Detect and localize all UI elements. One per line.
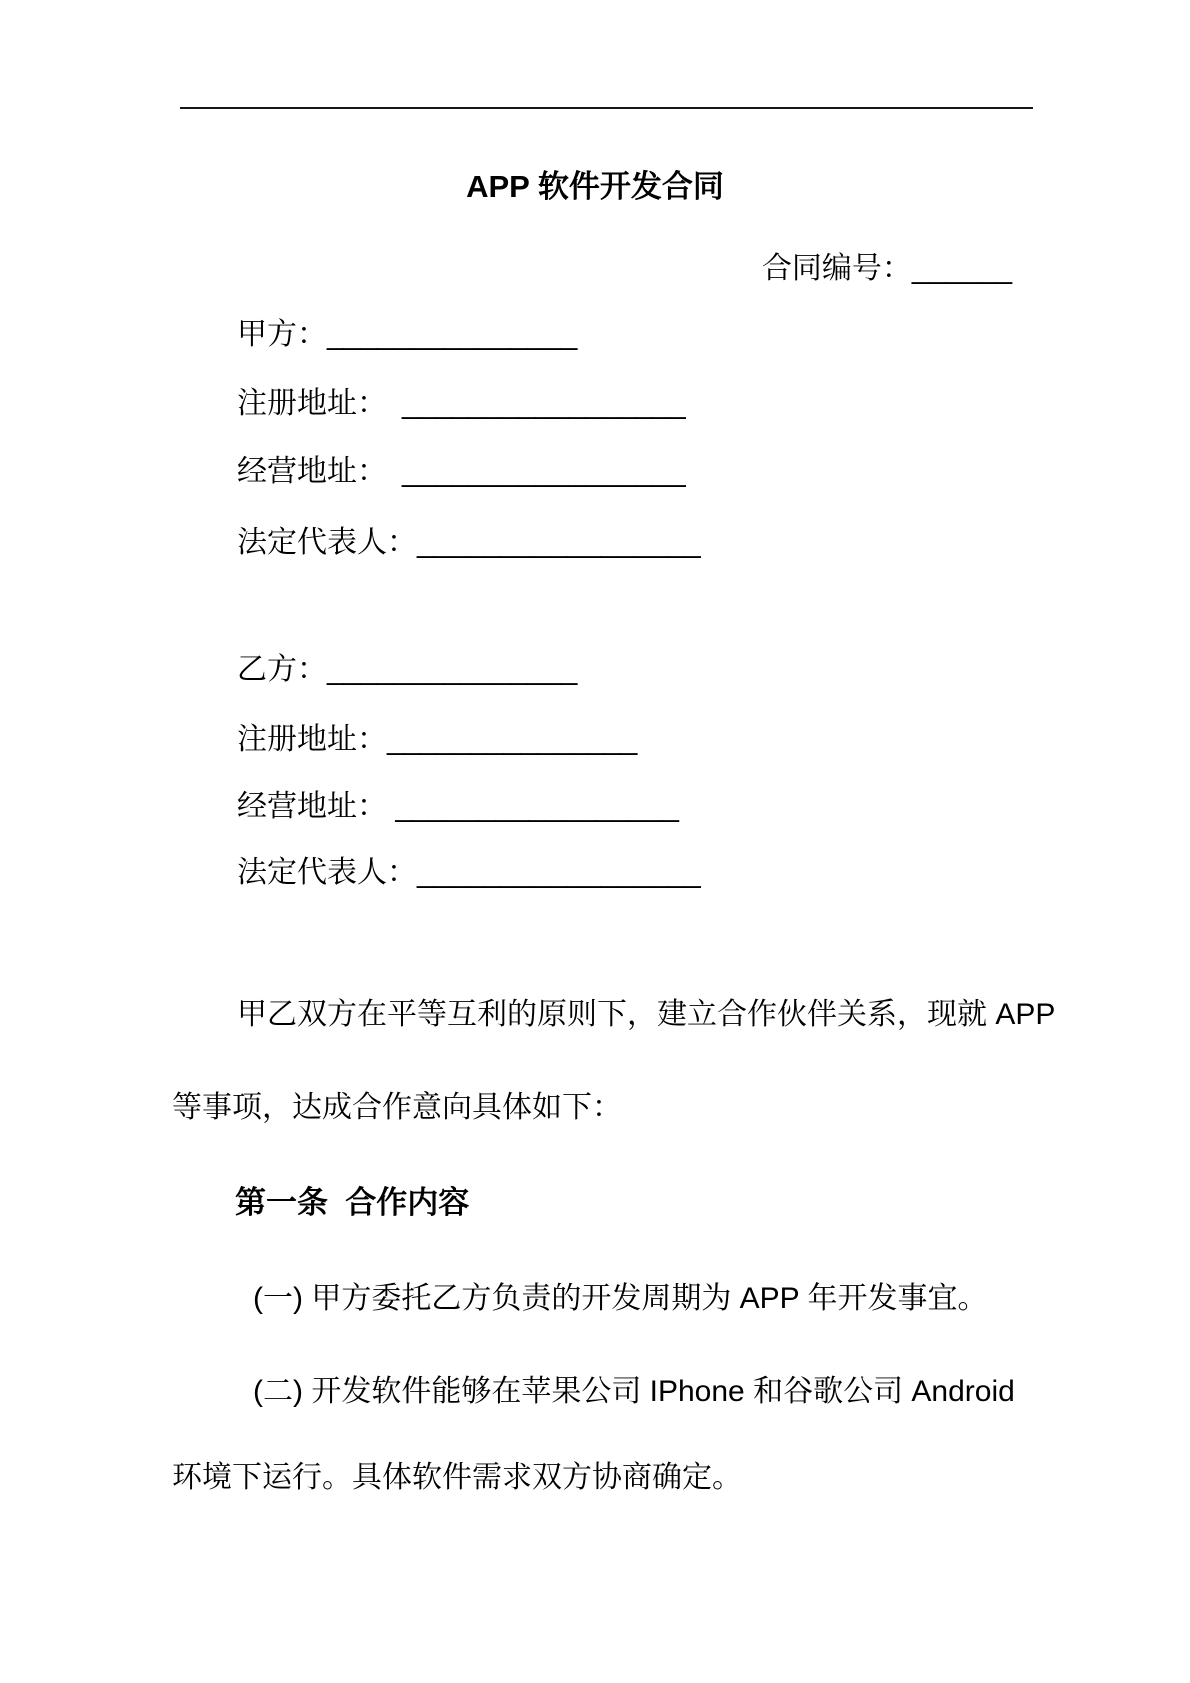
- party-b-business-address-line: 经营地址： _________________: [237, 790, 679, 823]
- preamble-line-1: 甲乙双方在平等互利的原则下，建立合作伙伴关系，现就 APP: [237, 998, 1056, 1031]
- preamble-line-2: 等事项，达成合作意向具体如下：: [172, 1091, 622, 1124]
- party-b-name-line: 乙方：_______________: [237, 653, 578, 686]
- article-1-heading: 第一条 合作内容: [235, 1185, 470, 1220]
- party-a-business-address-line: 经营地址： _________________: [237, 455, 686, 488]
- party-a-legal-representative-line: 法定代表人：_________________: [237, 526, 701, 559]
- header-rule: [180, 107, 1033, 109]
- party-a-registered-address-line: 注册地址： _________________: [237, 387, 686, 420]
- article-1-item-2-line-1: (二) 开发软件能够在苹果公司 IPhone 和谷歌公司 Android: [253, 1375, 1015, 1408]
- party-b-legal-representative-line: 法定代表人：_________________: [237, 856, 701, 889]
- page-title: APP 软件开发合同: [466, 169, 724, 204]
- article-1-item-1: (一) 甲方委托乙方负责的开发周期为 APP 年开发事宜。: [253, 1282, 988, 1315]
- contract-number-line: 合同编号：______: [761, 252, 1012, 285]
- article-1-item-2-line-2: 环境下运行。具体软件需求双方协商确定。: [172, 1461, 742, 1494]
- party-b-registered-address-line: 注册地址：_______________: [237, 723, 638, 756]
- party-a-name-line: 甲方：_______________: [237, 318, 578, 351]
